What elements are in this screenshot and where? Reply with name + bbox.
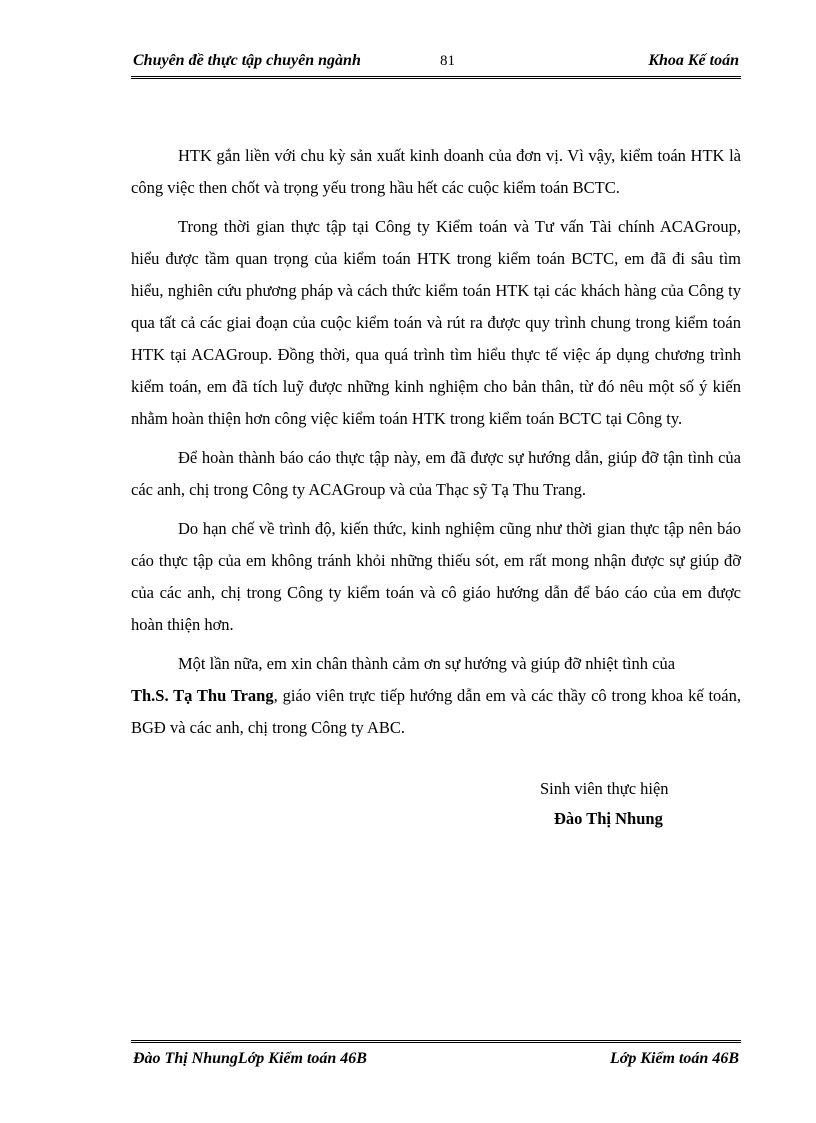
signature-name: Đào Thị Nhung (554, 809, 663, 828)
supervisor-name: Th.S. Tạ Thu Trang (131, 686, 274, 705)
paragraph-5-intro: Một lần nữa, em xin chân thành cảm ơn sự hướng và giúp đỡ nhiệt tình của (178, 654, 676, 673)
header-department: Khoa Kế toán (648, 52, 739, 69)
paragraph-5 (131, 648, 741, 744)
paragraph-2: Trong thời gian thực tập tại Công ty Kiểm toán và Tư vấn Tài chính ACAGroup, hiểu được tầm quan trọng của kiểm toán HTK trong kiểm toán BCTC, em đã đi sâu tìm hiểu, nghiên cứu phương pháp và cách thức kiểm toán HTK tại các khách hàng của Công ty qua tất cả các giai đoạn của cuộc kiểm toán và rút ra được quy trình chung trong kiểm toán HTK tại ACAGroup. Đồng thời, qua quá trình tìm hiểu thực tế việc áp dụng chương trình kiểm toán, em đã tích luỹ được những kinh nghiệm cho bản thân, từ đó nêu một số ý kiến nhằm hoàn thiện hơn công việc kiểm toán HTK trong kiểm toán BCTC tại Công ty. (131, 217, 741, 428)
page-body (131, 140, 741, 751)
footer-author: Đào Thị NhungLớp Kiểm toán 46B (133, 1050, 367, 1067)
header-title: Chuyên đề thực tập chuyên ngành (133, 52, 361, 69)
page-number: 81 (440, 53, 455, 69)
paragraph-4: Do hạn chế về trình độ, kiến thức, kinh nghiệm cũng như thời gian thực tập nên báo cáo thực tập của em không tránh khỏi những thiếu sót, em rất mong nhận được sự giúp đỡ của các anh, chị trong Công ty kiểm toán và cô giáo hướng dẫn để báo cáo của em được hoàn thiện hơn. (131, 519, 741, 634)
page-footer (131, 1040, 741, 1073)
signature-role: Sinh viên thực hiện (540, 779, 669, 798)
signature-block (540, 775, 740, 835)
footer-class: Lớp Kiểm toán 46B (609, 1050, 739, 1067)
paragraph-5-rest: , giáo viên trực tiếp hướng dẫn em và các thầy cô trong khoa kế toán, BGĐ và các anh, chị trong Công ty ABC. (131, 686, 742, 737)
paragraph-1: HTK gắn liền với chu kỳ sản xuất kinh doanh của đơn vị. Vì vậy, kiểm toán HTK là công việc then chốt và trọng yếu trong hầu hết các cuộc kiểm toán BCTC. (131, 146, 741, 197)
paragraph-3: Để hoàn thành báo cáo thực tập này, em đã được sự hướng dẫn, giúp đỡ tận tình của các anh, chị trong Công ty ACAGroup và của Thạc sỹ Tạ Thu Trang. (131, 448, 741, 499)
page-header (131, 50, 741, 79)
